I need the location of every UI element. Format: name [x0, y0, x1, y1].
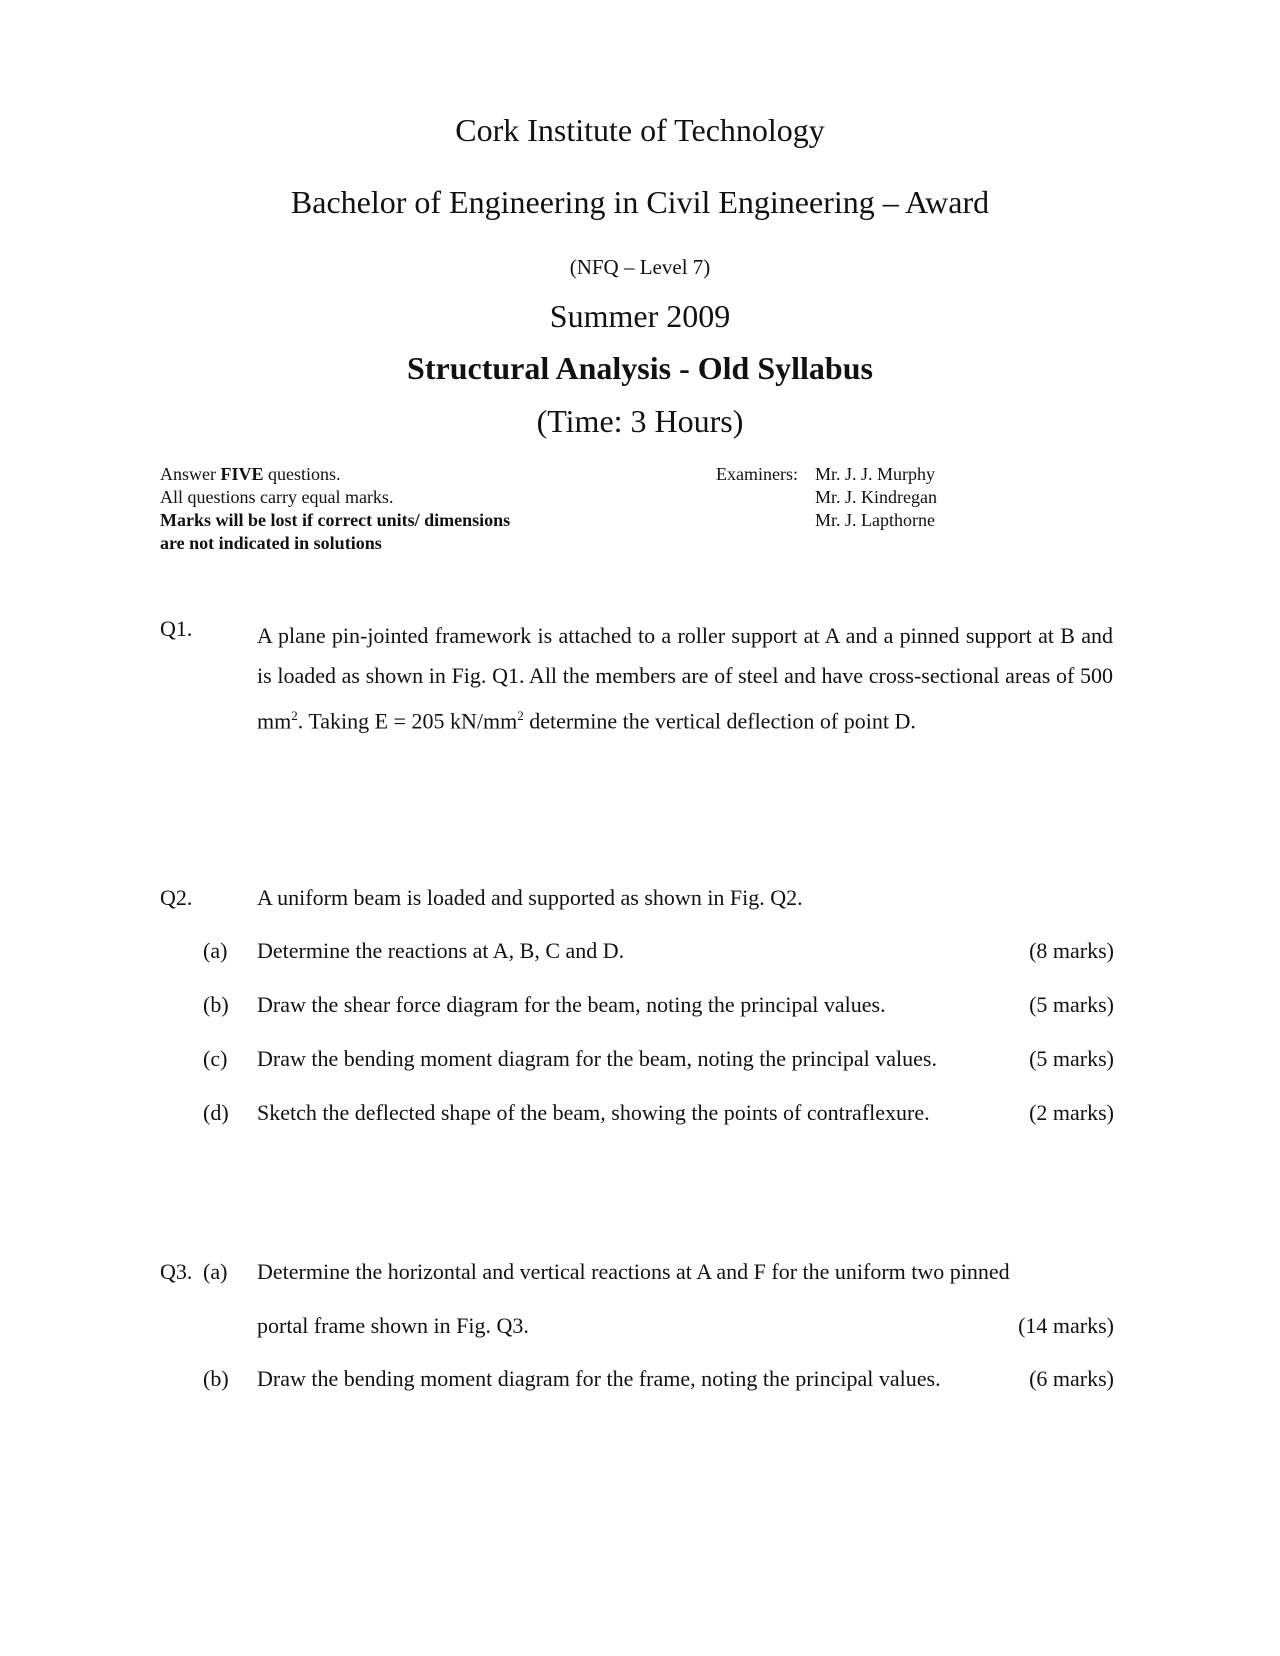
- time-label: (Time: 3 Hours): [536, 403, 744, 439]
- question-2-intro: A uniform beam is loaded and supported as shown in Fig. Q2.: [257, 885, 803, 910]
- question-number: Q2.: [160, 885, 193, 910]
- part-text: Draw the shear force diagram for the beam, noting the principal values.: [257, 992, 886, 1017]
- part-text: Draw the bending moment diagram for the beam, noting the principal values.: [257, 1046, 937, 1071]
- part-label: (b): [203, 992, 229, 1017]
- part-label: (a): [203, 938, 228, 963]
- subject-title: Structural Analysis - Old Syllabus: [407, 350, 873, 386]
- instruction-line-3: Marks will be lost if correct units/ dimensions: [160, 510, 511, 530]
- part-text: Sketch the deflected shape of the beam, showing the points of contraflexure.: [257, 1100, 930, 1125]
- part-text: Draw the bending moment diagram for the frame, noting the principal values.: [257, 1366, 941, 1391]
- programme-title: Bachelor of Engineering in Civil Engineering – Award: [290, 184, 990, 220]
- part-label: (b): [203, 1366, 229, 1391]
- question-1-text: A plane pin-jointed framework is attached to a roller support at A and a pinned support at B and is loaded as shown in Fig. Q1. All the members are of steel and have cross-sectional areas of 500 $mm^2$. Taking E = 205 $kN/mm^2$ determine the vertical deflection of point D.: [257, 623, 1113, 734]
- examiner-name: Mr. J. J. Murphy: [815, 464, 936, 484]
- session-label: Summer 2009: [549, 298, 731, 334]
- examiners-label: Examiners:: [716, 464, 798, 484]
- instruction-line-1: Answer FIVE questions.: [160, 464, 341, 484]
- part-text: Determine the horizontal and vertical reactions at A and F for the uniform two pinned: [257, 1259, 1010, 1284]
- instructions: [160, 463, 510, 555]
- part-marks: (5 marks): [1029, 992, 1114, 1017]
- level-label: (NFQ – Level 7): [569, 255, 711, 279]
- institution-title: Cork Institute of Technology: [455, 112, 825, 148]
- part-label: (c): [203, 1046, 228, 1071]
- part-marks: (5 marks): [1029, 1046, 1114, 1071]
- examiners: [716, 463, 937, 532]
- part-marks: (8 marks): [1029, 938, 1114, 963]
- instruction-line-2: All questions carry equal marks.: [160, 487, 394, 507]
- question-number: Q3.: [160, 1259, 193, 1284]
- part-marks: (6 marks): [1029, 1366, 1114, 1391]
- part-marks: (2 marks): [1029, 1100, 1114, 1125]
- part-label: (d): [203, 1100, 229, 1125]
- part-text-continued: portal frame shown in Fig. Q3.: [257, 1313, 529, 1338]
- examiner-name: Mr. J. Lapthorne: [815, 510, 935, 530]
- examiner-name: Mr. J. Kindregan: [815, 487, 937, 507]
- question-number: Q1.: [160, 616, 193, 641]
- part-label: (a): [203, 1259, 228, 1284]
- instruction-line-4: are not indicated in solutions: [160, 533, 382, 553]
- part-text: Determine the reactions at A, B, C and D.: [257, 938, 625, 963]
- part-marks: (14 marks): [1018, 1313, 1114, 1338]
